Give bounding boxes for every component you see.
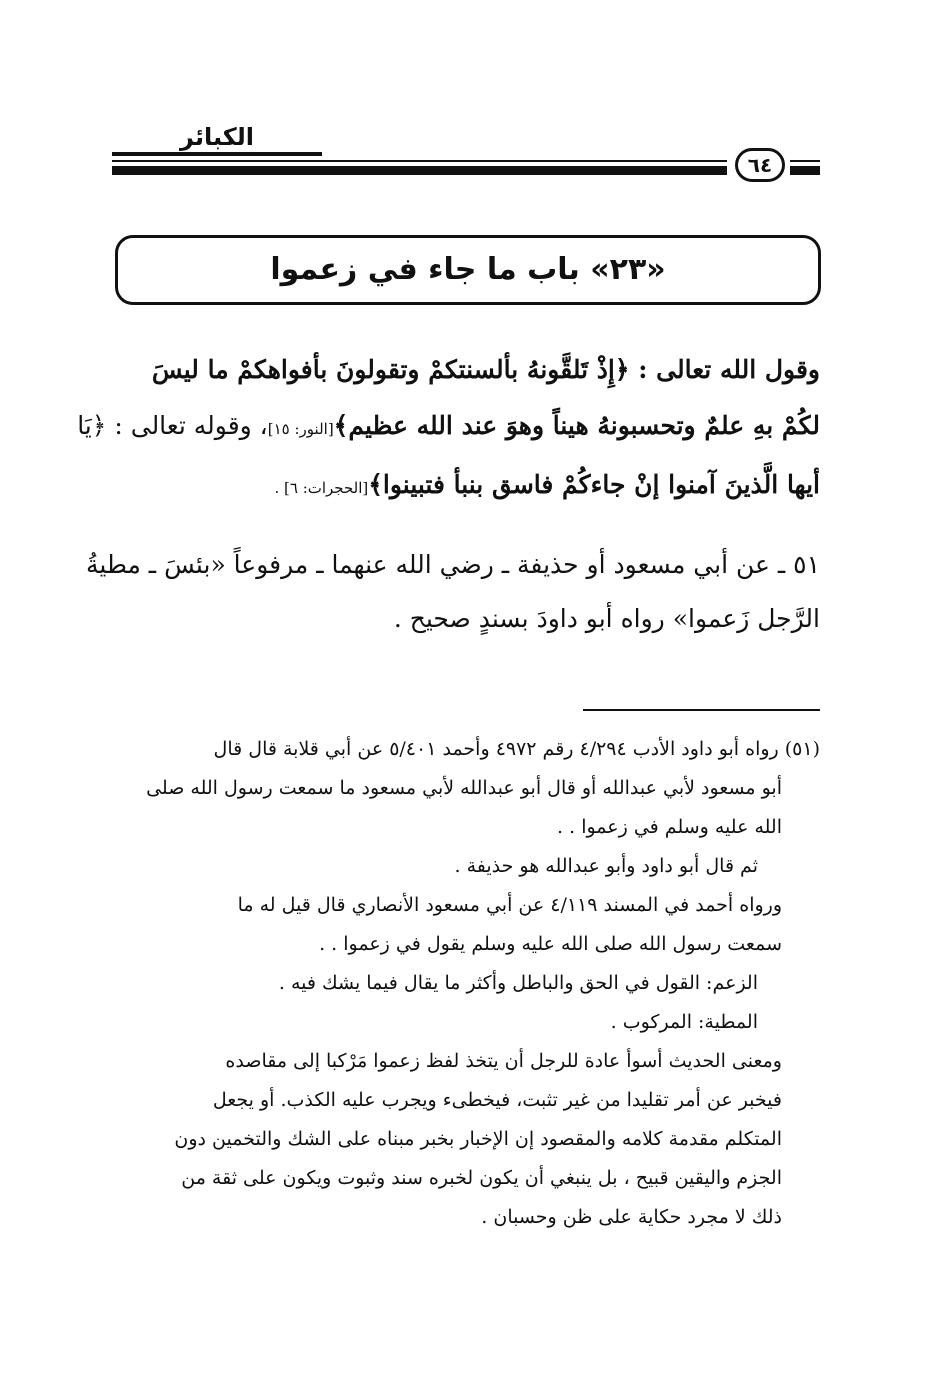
footnote-line-4: ثم قال أبو داود وأبو عبدالله هو حذيفة . — [454, 855, 758, 877]
chapter-title-box — [115, 235, 821, 305]
footnote-line-12: الجزم واليقين قبيح ، بل ينبغي أن يكون لخبره سند وثبوت ويكون على ثقة من — [181, 1167, 782, 1189]
ref-nur: [النور: ١٥] — [267, 420, 334, 438]
intro-line-3 — [77, 457, 820, 516]
hadith-paragraph — [86, 538, 820, 646]
header-rule-thick — [112, 166, 727, 175]
footnote-separator — [583, 709, 820, 711]
footnote-line-2: أبو مسعود لأبي عبدالله أو قال أبو عبدالله لأبي مسعود ما سمعت رسول الله صلى — [146, 777, 782, 799]
footnote-line-3: الله عليه وسلم في زعموا . . — [557, 816, 782, 838]
title-underline — [112, 152, 322, 156]
intro-line-2-text: لكُمْ بهِ علمٌ وتحسبونهُ هيناً وهوَ عند الله عظيم﴾ — [333, 411, 820, 440]
hadith-line-1: ٥١ ـ عن أبي مسعود أو حذيفة ـ رضي الله عنهما ـ مرفوعاً «بئسَ ـ مطيةُ — [86, 550, 820, 579]
footnote-line-7: الزعم: القول في الحق والباطل وأكثر ما يقال فيما يشك فيه . — [278, 972, 758, 994]
header-rule-thin — [112, 160, 727, 162]
intro-line-1: وقول الله تعالى : ﴿إِذْ تَلقَّونهُ بألسنتكمْ وتقولونَ بأفواهكمْ ما ليسَ — [151, 355, 820, 384]
footnote-line-9: ومعنى الحديث أسوأ عادة للرجل أن يتخذ لفظ زعموا مَرْكبا إلى مقاصده — [225, 1050, 782, 1072]
running-title: الكبائر — [180, 123, 254, 151]
footnote-line-10: فيخبر عن أمر تقليدا من غير تثبت، فيخطىء ويجرب عليه الكذب. أو يجعل — [212, 1089, 782, 1111]
footnote-line-1: (٥١) رواه أبو داود الأدب ٤/٢٩٤ رقم ٤٩٧٢ وأحمد ٥/٤٠١ عن أبي قلابة قال قال — [213, 738, 820, 760]
page-number-badge: ٦٤ — [735, 148, 785, 182]
header-dash-thick — [790, 166, 820, 175]
footnote-block — [146, 730, 820, 1237]
footnote-line-8: المطية: المركوب . — [610, 1011, 758, 1033]
intro-line-2 — [77, 398, 820, 457]
ref-hujurat: [الحجرات: ٦] . — [274, 479, 369, 497]
hadith-line-2: الرَّجل زَعموا» رواه أبو داودَ بسندٍ صحيح . — [393, 604, 820, 633]
intro-paragraph — [77, 342, 820, 516]
footnote-line-11: المتكلم مقدمة كلامه والمقصود إن الإخبار بخبر مبناه على الشك والتخمين دون — [174, 1128, 782, 1150]
footnote-line-5: ورواه أحمد في المسند ٤/١١٩ عن أبي مسعود الأنصاري قال قيل له ما — [237, 894, 782, 916]
intro-line-2-tail: ، وقوله تعالى : ﴿يَا — [77, 411, 268, 440]
footnote-line-13: ذلك لا مجرد حكاية على ظن وحسبان . — [481, 1206, 782, 1228]
footnote-line-6: سمعت رسول الله صلى الله عليه وسلم يقول في زعموا . . — [319, 933, 782, 955]
chapter-title: «٢٣» باب ما جاء في زعموا — [270, 252, 666, 287]
header-dash-thin — [790, 160, 820, 162]
intro-line-3-text: أيها الَّذينَ آمنوا إنْ جاءكُمْ فاسق بنبأ فتبينوا﴾ — [368, 470, 820, 499]
